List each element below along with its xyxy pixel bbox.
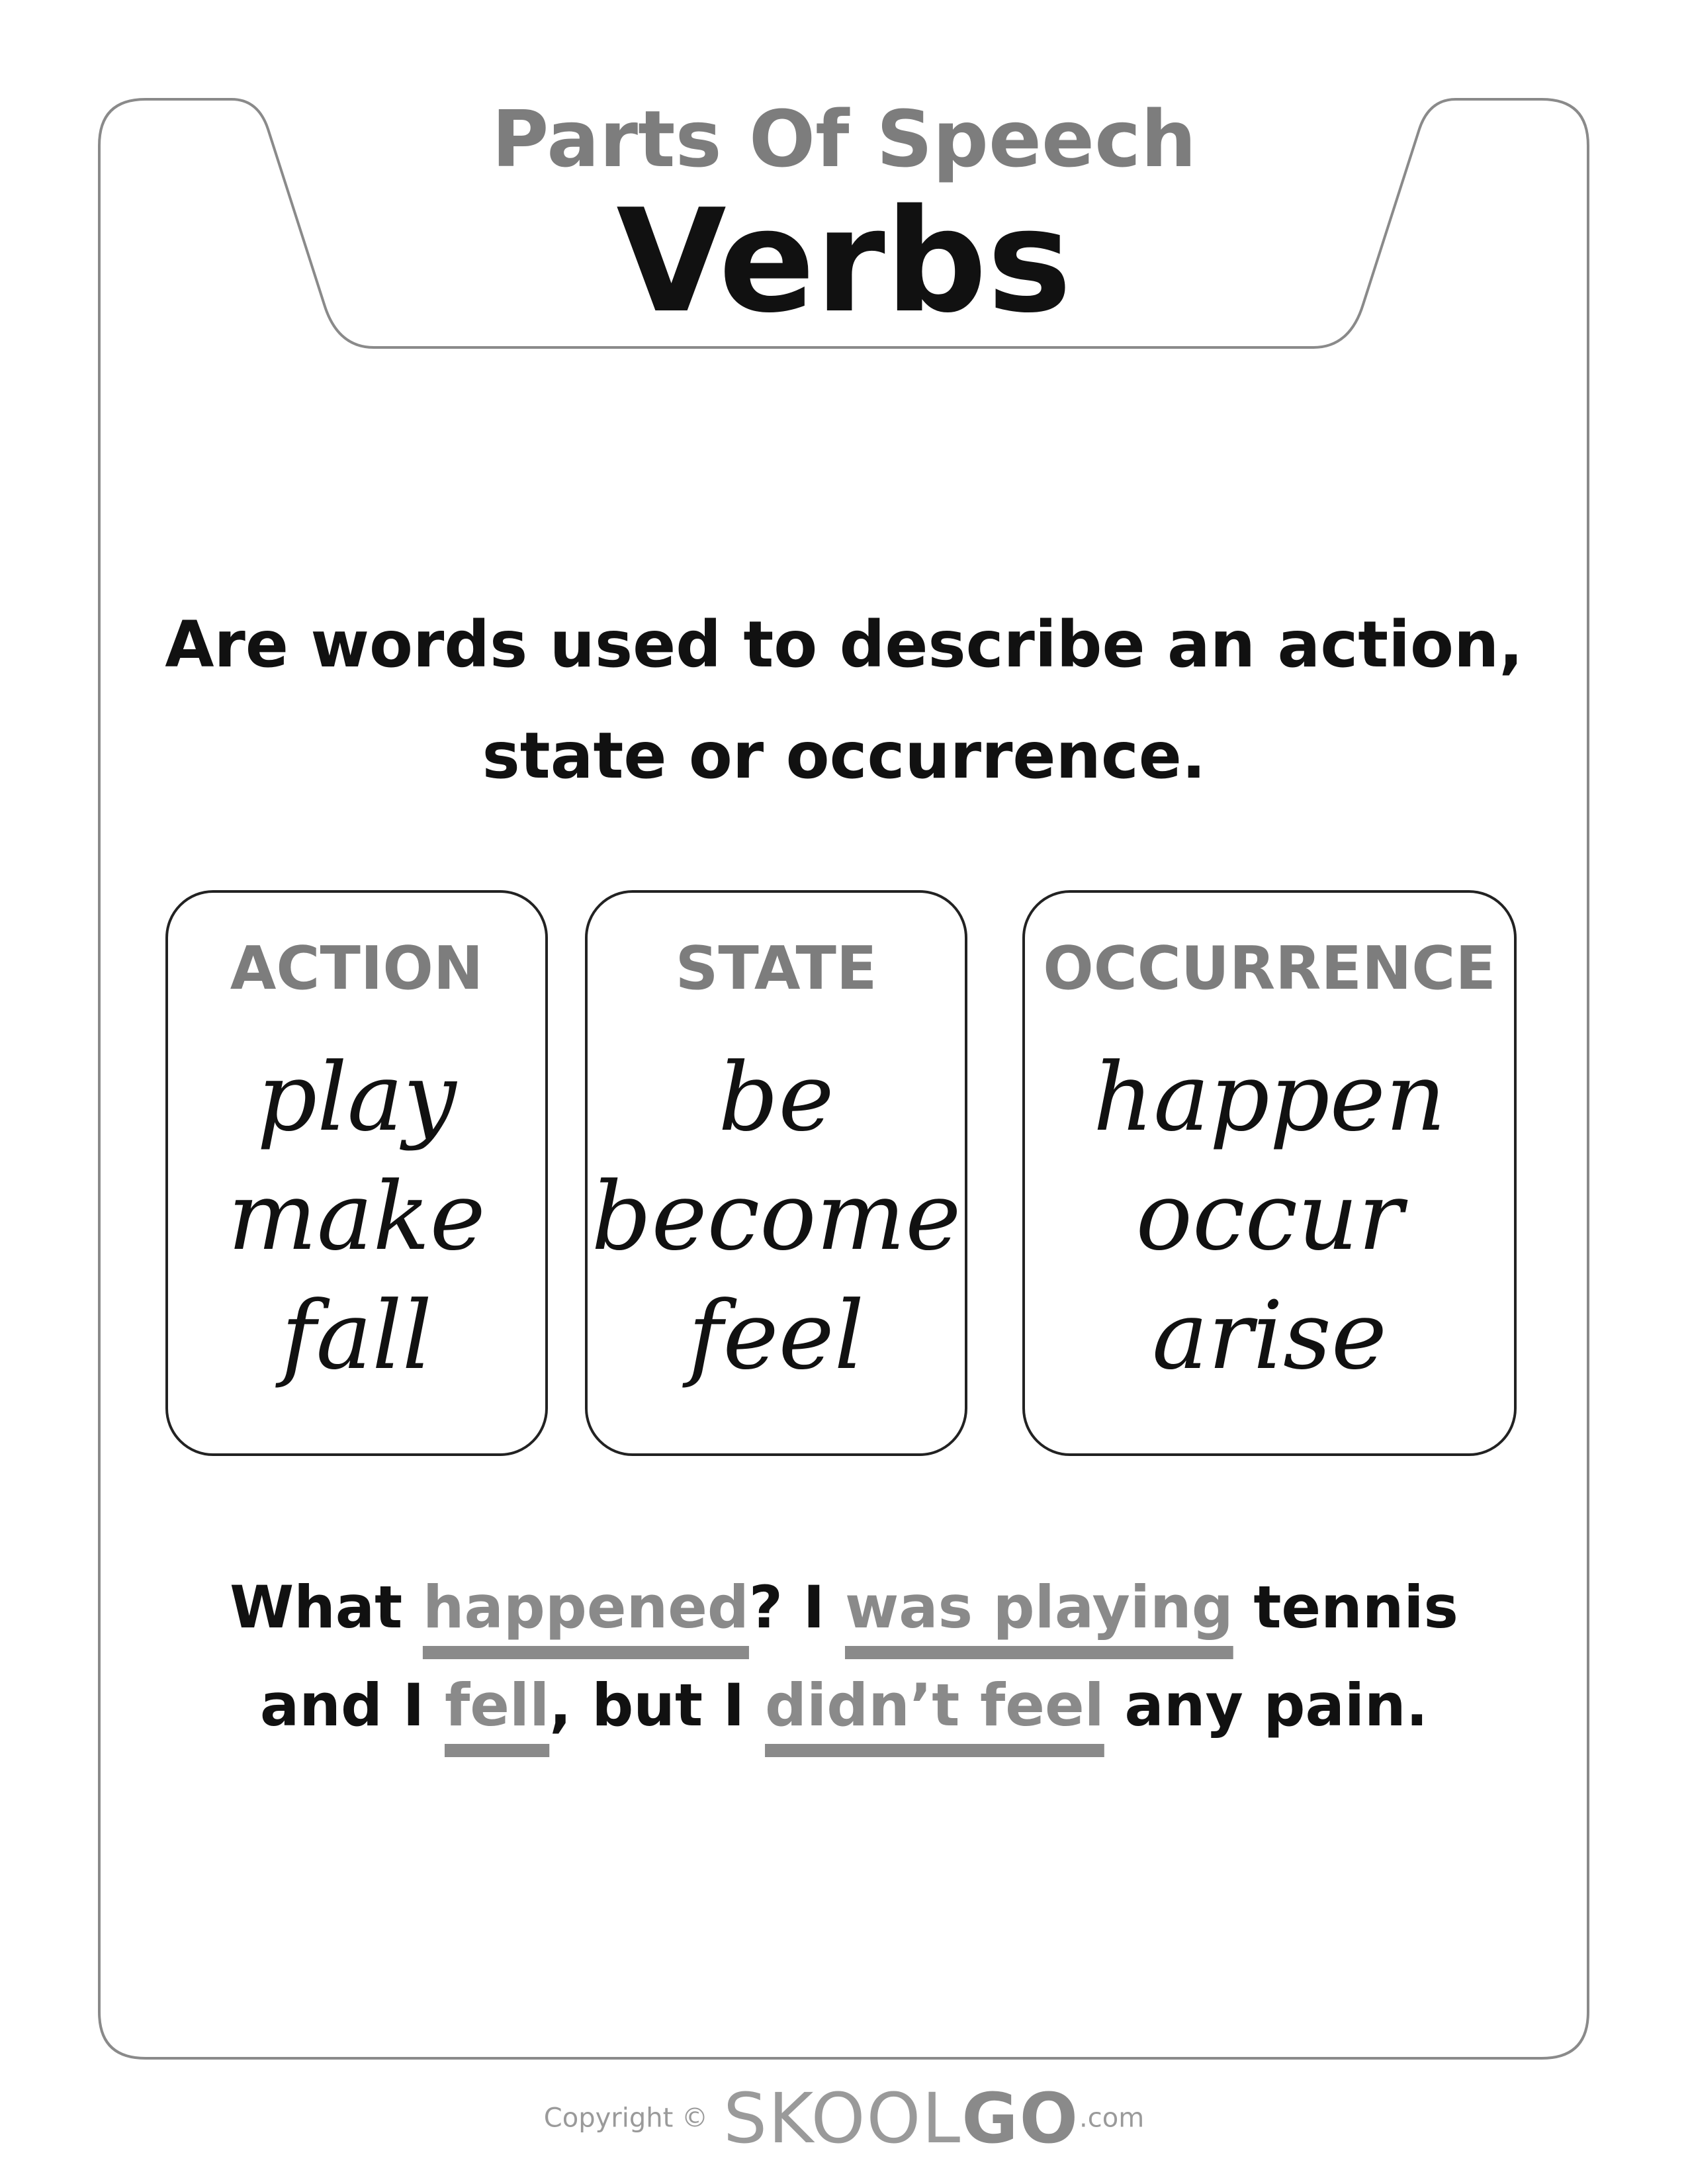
card-occurrence <box>1022 890 1517 1456</box>
card-word-list <box>1025 1038 1514 1396</box>
card-word: make <box>228 1162 486 1271</box>
footer <box>0 2078 1688 2158</box>
example-text: What <box>230 1573 423 1641</box>
example-sentence <box>99 1559 1589 1754</box>
example-text: and I <box>259 1671 445 1739</box>
card-heading: STATE <box>675 934 877 1003</box>
example-verb: fell <box>444 1671 550 1739</box>
example-verb: was playing <box>844 1573 1233 1641</box>
card-state <box>585 890 967 1456</box>
page-title: Verbs <box>616 178 1072 344</box>
card-word: fall <box>281 1281 433 1390</box>
page-subtitle: Parts Of Speech <box>491 93 1197 185</box>
example-verb: didn’t feel <box>765 1671 1104 1739</box>
definition-line-2: state or occurrence. <box>482 719 1206 793</box>
brand-bold: GO <box>961 2077 1080 2159</box>
example-text: any pain. <box>1104 1671 1429 1739</box>
definition-line-1: Are words used to describe an action, <box>165 608 1523 682</box>
card-word: play <box>257 1043 457 1152</box>
card-word: occur <box>1135 1162 1403 1271</box>
card-word: happen <box>1092 1043 1446 1152</box>
card-heading: ACTION <box>230 934 484 1003</box>
example-text: , but I <box>549 1671 766 1739</box>
brand-domain: .com <box>1079 2103 1145 2134</box>
definition-text <box>99 589 1589 811</box>
card-action <box>165 890 548 1456</box>
copyright-text: Copyright © <box>543 2103 708 2134</box>
example-text: ? I <box>748 1573 845 1641</box>
card-word: be <box>718 1043 834 1152</box>
card-word-list <box>168 1038 545 1396</box>
example-text: tennis <box>1233 1573 1458 1641</box>
brand-logo <box>723 2078 1079 2159</box>
example-line-1 <box>99 1559 1589 1657</box>
example-verb: happened <box>422 1573 749 1641</box>
example-line-2 <box>99 1657 1589 1754</box>
card-word: arise <box>1152 1281 1387 1390</box>
card-word: become <box>591 1162 961 1271</box>
card-word-list <box>588 1038 965 1396</box>
brand-light: SKOOL <box>723 2077 962 2159</box>
card-word: feel <box>688 1281 865 1390</box>
card-heading: OCCURRENCE <box>1043 934 1496 1003</box>
